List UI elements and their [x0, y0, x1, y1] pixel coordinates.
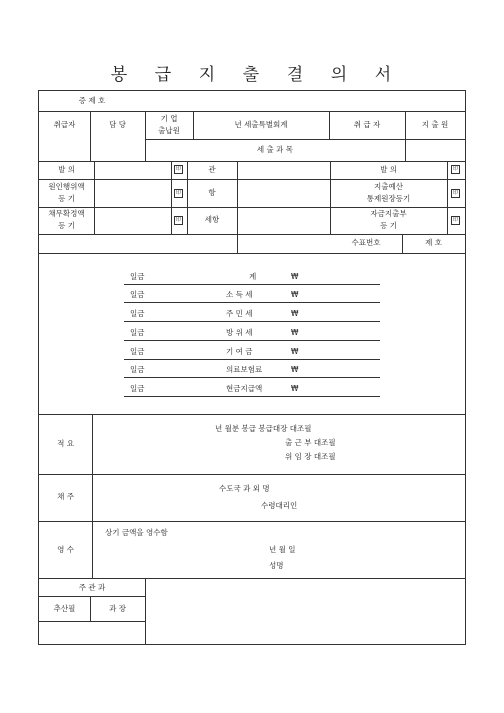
summary-line: 출 근 부 대조필	[285, 438, 336, 447]
cashier-label: 출납원	[158, 126, 180, 135]
receipt-label: 영 수	[57, 545, 74, 554]
row-line	[39, 179, 465, 180]
handler-label: 취급자	[53, 120, 76, 129]
receipt-line: 년 월 일	[269, 545, 296, 554]
amount-prefix: 일금	[130, 272, 145, 281]
amount-item: 주 민 세	[226, 309, 253, 318]
cause-register-label: 등 기	[58, 194, 75, 203]
summary-line: 년 월분 봉급 봉급대장 대조필	[215, 424, 312, 433]
title-char: 지	[198, 65, 218, 85]
row-line	[39, 111, 465, 112]
row-line	[39, 207, 465, 208]
amount-prefix: 일금	[130, 365, 145, 374]
amount-line	[124, 284, 380, 285]
title-char: 급	[154, 65, 174, 85]
row-line	[145, 139, 465, 140]
row-line	[39, 161, 465, 162]
budget-ledger-label: 통제원장등기	[366, 194, 411, 203]
col-line	[447, 161, 448, 234]
won-sign: ₩	[291, 272, 299, 281]
seal-icon: 印	[452, 166, 458, 172]
seal-icon: 印	[175, 190, 181, 196]
won-sign: ₩	[291, 290, 299, 299]
amount-line	[124, 359, 380, 360]
page-title	[0, 60, 504, 85]
cause-amount-label: 원인행위액	[48, 182, 85, 191]
row-line	[39, 414, 465, 415]
voucher-number-value: 제 호	[425, 238, 442, 247]
seal-icon: 印	[452, 217, 458, 223]
amount-item: 기 여 금	[226, 347, 253, 356]
voucher-number-label: 수표번호	[351, 238, 381, 247]
col-line	[94, 161, 95, 234]
row-line	[39, 621, 145, 622]
amount-line	[124, 321, 380, 322]
won-sign: ₩	[291, 384, 299, 393]
summary-line: 위 임 장 대조필	[285, 452, 336, 461]
seal-icon: 印	[175, 166, 181, 172]
section-chief-label: 과 장	[109, 604, 126, 613]
amount-prefix: 일금	[130, 328, 145, 337]
expenditure-subject-label: 세 출 과 목	[256, 145, 294, 154]
won-sign: ₩	[291, 328, 299, 337]
won-sign: ₩	[291, 309, 299, 318]
row-line	[39, 596, 145, 597]
title-char: 출	[242, 65, 262, 85]
row-line	[39, 578, 465, 579]
debt-amount-label: 채무확정액	[48, 209, 85, 218]
amount-item: 의료보험료	[226, 365, 263, 374]
main-section-label: 주 관 과	[78, 583, 106, 592]
issue-right-label: 발 의	[380, 165, 397, 174]
won-sign: ₩	[291, 365, 299, 374]
fund-register-label2: 등 기	[380, 221, 397, 230]
summary-label: 적 요	[57, 439, 74, 448]
amount-line	[124, 377, 380, 378]
amount-item: 방 위 세	[226, 328, 253, 337]
col-line	[145, 578, 146, 644]
handler2-label: 취 급 자	[353, 120, 381, 129]
amount-prefix: 일금	[130, 347, 145, 356]
creditor-line: 수도국 과 외 명	[219, 484, 270, 493]
disbursing-officer-label: 지 출 원	[421, 120, 449, 129]
receipt-line: 상기 금액을 영수함	[105, 528, 168, 537]
col-line	[237, 161, 238, 253]
enterprise-label: 기 업	[160, 114, 178, 123]
amount-line	[124, 302, 380, 303]
row-line	[39, 474, 465, 475]
creditor-line: 수령대리인	[261, 501, 298, 510]
amount-prefix: 일금	[130, 384, 145, 393]
col-line	[92, 414, 93, 578]
col-line	[171, 161, 172, 234]
fund-register-label: 자금지출부	[370, 209, 407, 218]
row-line	[39, 253, 465, 254]
calculator-label: 추산필	[53, 604, 76, 613]
gwan-label: 관	[208, 165, 216, 174]
title-char: 결	[286, 65, 306, 85]
issue-label: 발 의	[58, 165, 75, 174]
receipt-line: 성명	[269, 561, 284, 570]
budget-label: 지출예산	[374, 182, 403, 191]
debt-register-label: 등 기	[58, 221, 75, 230]
amount-prefix: 일금	[130, 309, 145, 318]
amount-item: 계	[249, 272, 257, 281]
col-line	[90, 111, 91, 161]
disbursement-form	[38, 90, 466, 645]
serial-number-label: 증 제 호	[78, 96, 106, 105]
title-char: 봉	[110, 65, 130, 85]
row-line	[39, 521, 465, 522]
amount-prefix: 일금	[130, 290, 145, 299]
won-sign: ₩	[291, 347, 299, 356]
creditor-label: 채 주	[57, 492, 74, 501]
title-char: 의	[330, 65, 350, 85]
amount-item: 소 득 세	[226, 290, 253, 299]
col-line	[405, 111, 406, 161]
sehang-label: 세항	[204, 215, 220, 224]
seal-icon: 印	[175, 217, 181, 223]
seal-icon: 印	[452, 190, 458, 196]
hang-label: 항	[208, 188, 216, 197]
amount-item: 현금지급액	[226, 384, 263, 393]
title-char: 서	[374, 65, 394, 85]
account-label: 년 세출특별회계	[234, 120, 288, 129]
amount-line	[124, 396, 380, 397]
charge-label: 담 당	[109, 120, 126, 129]
amount-line	[124, 340, 380, 341]
